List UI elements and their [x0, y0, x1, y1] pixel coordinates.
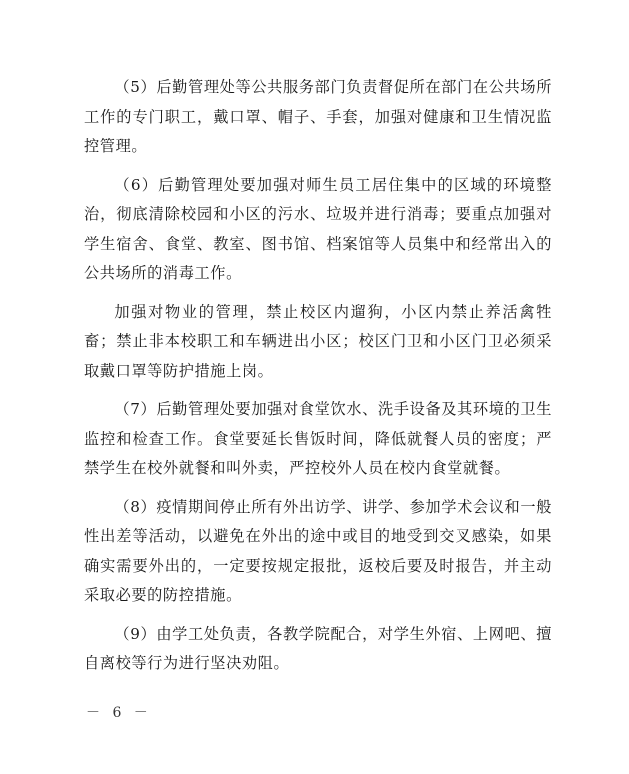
paragraph-9: （9）由学工处负责，各教学院配合，对学生外宿、上网吧、擅自离校等行为进行坚决劝阻。 [84, 624, 552, 672]
document-body [84, 73, 552, 688]
paragraph-property-management: 加强对物业的管理，禁止校区内遛狗，小区内禁止养活禽牲畜；禁止非本校职工和车辆进出小区；校区门卫和小区门卫必须采取戴口罩等防护措施上岗。 [84, 302, 552, 380]
page-number: － 6 － [86, 705, 152, 721]
paragraph-8: （8）疫情期间停止所有外出访学、讲学、参加学术会议和一般性出差等活动，以避免在外出的途中或目的地受到交叉感染，如果确实需要外出的，一定要按规定报批，返校后要及时报告，并主动采取必要的防控措施。 [84, 497, 552, 604]
paragraph-5: （5）后勤管理处等公共服务部门负责督促所在部门在公共场所工作的专门职工，戴口罩、帽子、手套，加强对健康和卫生情况监控管理。 [84, 78, 552, 155]
paragraph-7: （7）后勤管理处要加强对食堂饮水、洗手设备及其环境的卫生监控和检查工作。食堂要延长售饭时间，降低就餐人员的密度；严禁学生在校外就餐和叫外卖，严控校外人员在校内食堂就餐。 [84, 400, 552, 477]
paragraph-6: （6）后勤管理处要加强对师生员工居住集中的区域的环境整治，彻底清除校园和小区的污水、垃圾并进行消毒；要重点加强对学生宿舍、食堂、教室、图书馆、档案馆等人员集中和经常出入的公共场所的消毒工作。 [84, 175, 552, 282]
